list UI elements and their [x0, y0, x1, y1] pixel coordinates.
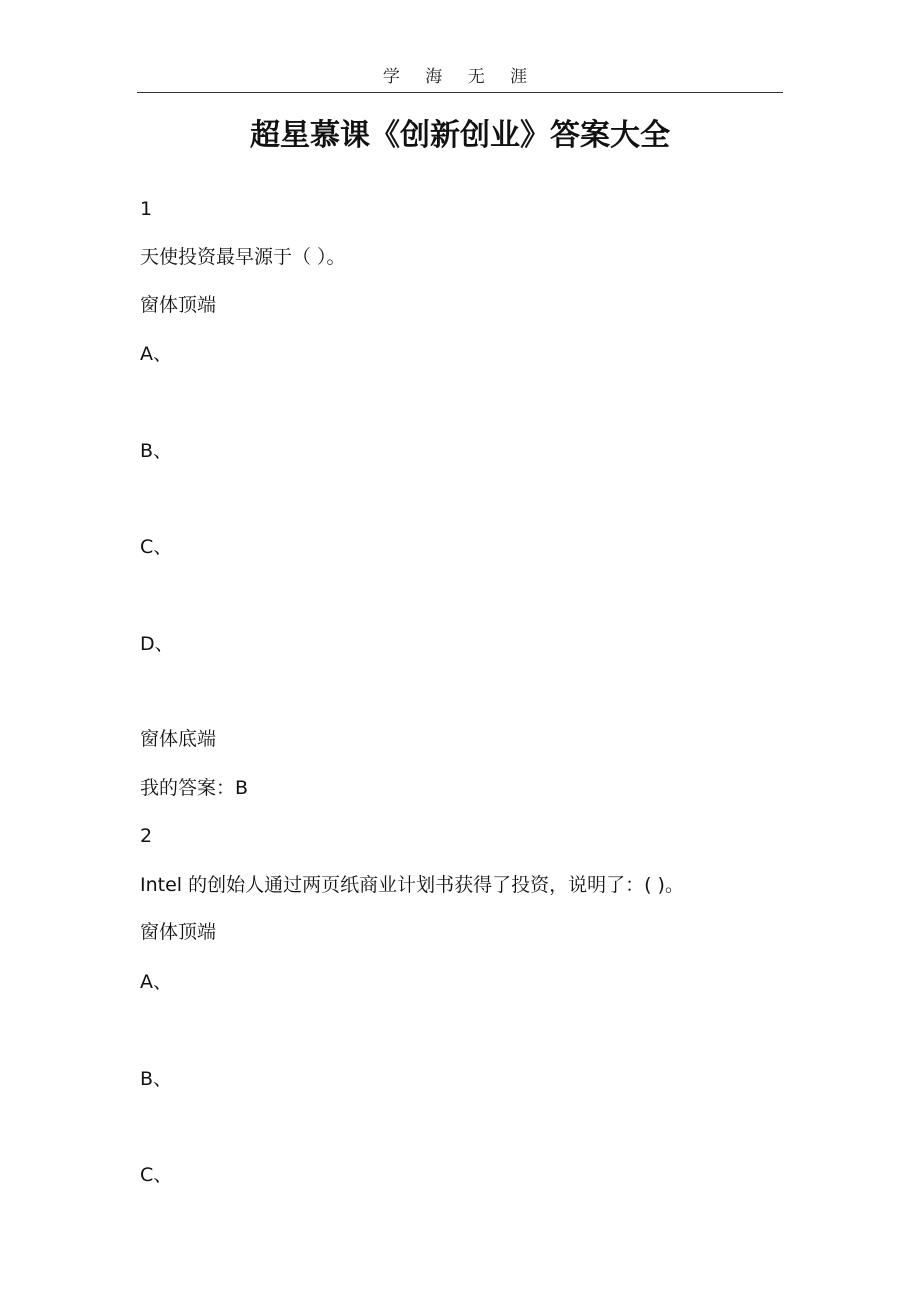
question-1-form-bottom: 窗体底端: [140, 728, 217, 750]
page-header: 学 海 无 涯: [382, 67, 538, 87]
question-2-number: 2: [140, 825, 153, 847]
document-title: 超星慕课《创新创业》答案大全: [250, 118, 670, 153]
header-divider: [137, 92, 783, 93]
question-2-option-a: A、: [140, 971, 172, 993]
question-1-answer: 我的答案：B: [140, 777, 249, 799]
question-1-option-a: A、: [140, 343, 172, 365]
question-1-option-d: D、: [140, 633, 174, 655]
question-2-text: Intel 的创始人通过两页纸商业计划书获得了投资，说明了：( )。: [140, 874, 684, 896]
question-1-text: 天使投资最早源于（ ）。: [140, 246, 346, 268]
question-2-form-top: 窗体顶端: [140, 921, 217, 943]
question-2-option-c: C、: [140, 1164, 173, 1186]
question-1-number: 1: [140, 198, 153, 220]
question-1-option-c: C、: [140, 536, 173, 558]
question-1-form-top: 窗体顶端: [140, 294, 217, 316]
question-2-option-b: B、: [140, 1068, 173, 1090]
question-1-option-b: B、: [140, 440, 173, 462]
